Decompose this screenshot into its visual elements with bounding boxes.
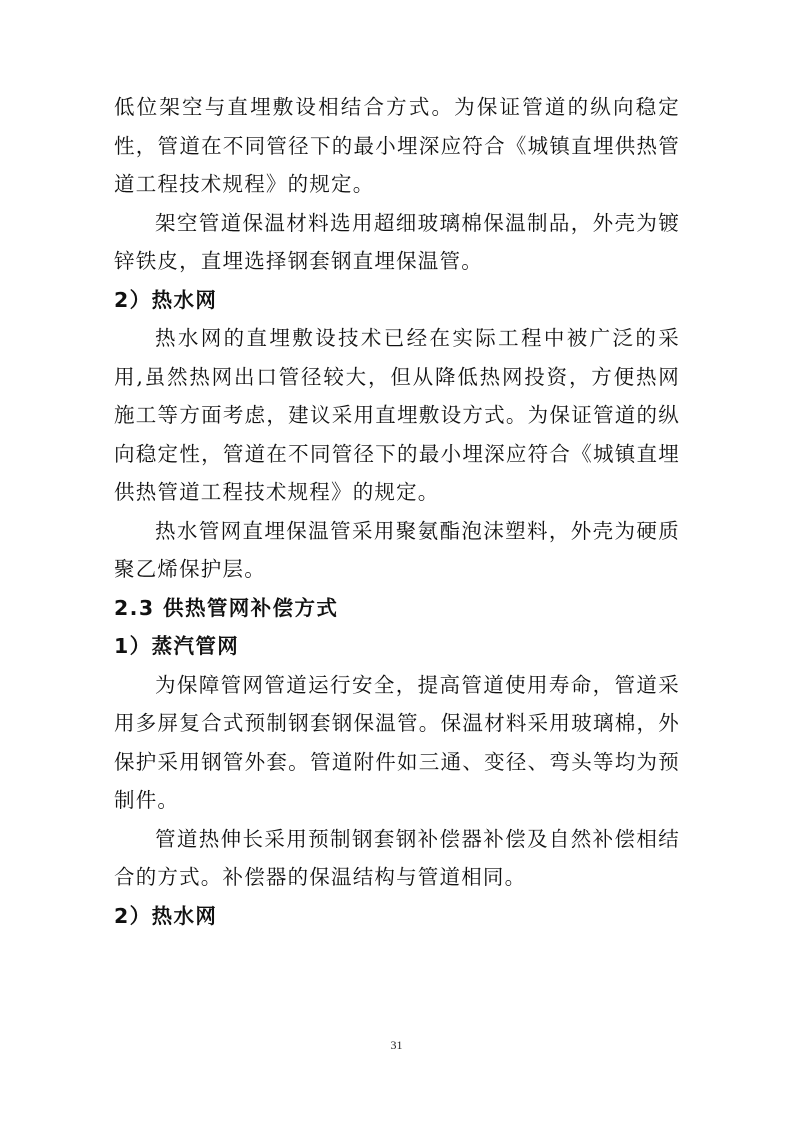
page-content <box>114 88 680 935</box>
paragraph-direct-burial-technique: 热水网的直埋敷设技术已经在实际工程中被广泛的采用,虽然热网出口管径较大，但从降低热网投资，方便热网施工等方面考虑，建议采用直埋敷设方式。为保证管道的纵向稳定性，管道在不同管径下的最小埋深应符合《城镇直埋供热管道工程技术规程》的规定。 <box>114 326 680 504</box>
paragraph-thermal-expansion: 管道热伸长采用预制钢套钢补偿器补偿及自然补偿相结合的方式。补偿器的保温结构与管道相同。 <box>114 826 680 889</box>
paragraph-polyurethane-insulation: 热水管网直埋保温管采用聚氨酯泡沫塑料，外壳为硬质聚乙烯保护层。 <box>114 518 680 581</box>
heading-hot-water-network-2: 2）热水网 <box>114 903 218 928</box>
paragraph-overhead-insulation: 架空管道保温材料选用超细玻璃棉保温制品，外壳为镀锌铁皮，直埋选择钢套钢直埋保温管。 <box>114 210 680 273</box>
paragraph-steam-pipe-safety: 为保障管网管道运行安全，提高管道使用寿命，管道采用多屏复合式预制钢套钢保温管。保温材料采用玻璃棉，外保护采用钢管外套。管道附件如三通、变径、弯头等均为预制件。 <box>114 672 680 812</box>
paragraph-continued-burial-depth: 低位架空与直埋敷设相结合方式。为保证管道的纵向稳定性，管道在不同管径下的最小埋深应符合《城镇直埋供热管道工程技术规程》的规定。 <box>114 95 680 196</box>
heading-compensation-method: 2.3 供热管网补偿方式 <box>114 595 339 620</box>
heading-steam-network: 1）蒸汽管网 <box>114 634 240 658</box>
page-number: 31 <box>390 1038 403 1052</box>
heading-hot-water-network: 2）热水网 <box>114 287 218 312</box>
